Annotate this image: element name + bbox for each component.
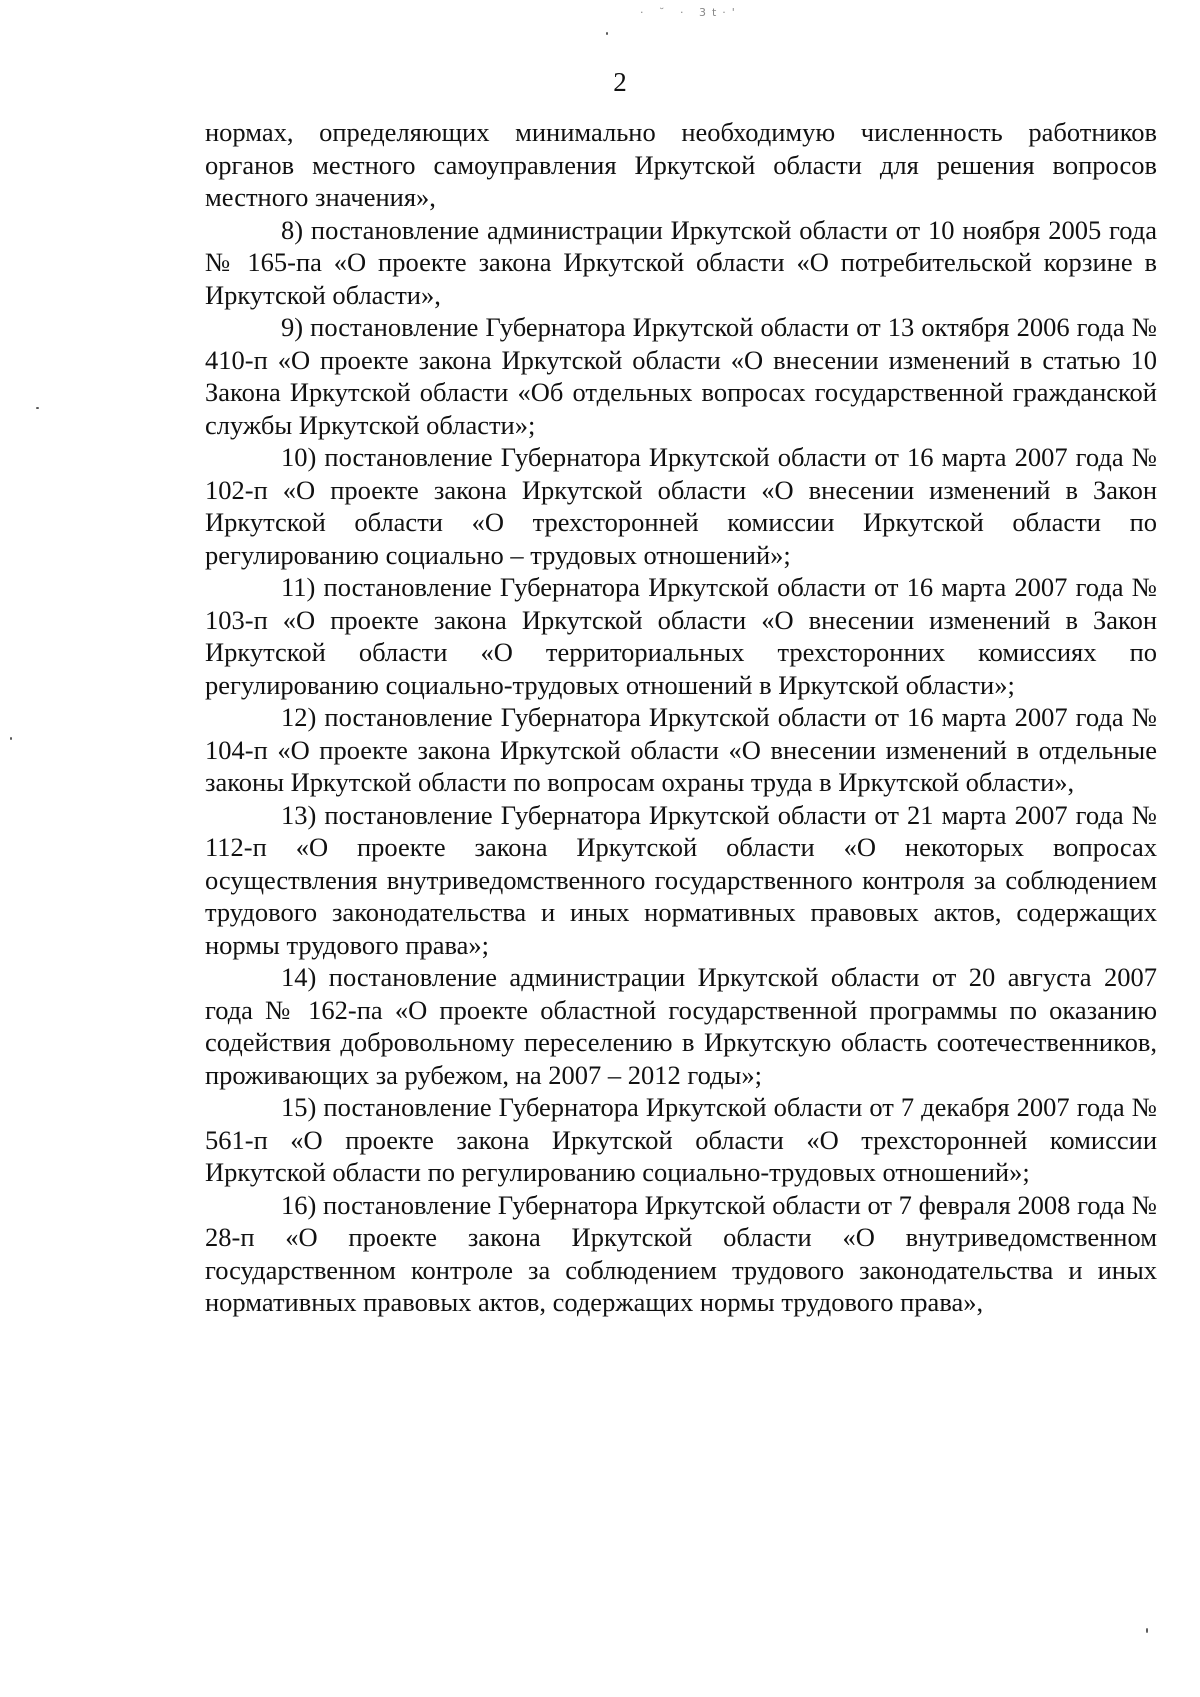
document-body bbox=[205, 116, 1157, 1319]
scan-speck bbox=[10, 737, 12, 740]
list-item-16: 16) постановление Губернатора Иркутской области от 7 февраля 2008 года № 28-п «О проекте закона Иркутской области «О внутриведомственном государственном контроле за соблюдением трудового законодательства и иных нормативных правовых актов, содержащих нормы трудового права», bbox=[205, 1189, 1157, 1317]
list-item-14: 14) постановление администрации Иркутской области от 20 августа 2007 года № 162-па «О проекте областной государственной программы по оказанию содействия добровольному переселению в Иркутскую область соотечественников, проживающих за рубежом, на 2007 – 2012 годы»; bbox=[205, 962, 1157, 1090]
scan-marks: · ˘ · 3t·' bbox=[640, 6, 741, 19]
list-item-8: 8) постановление администрации Иркутской области от 10 ноября 2005 года № 165-па «О проекте закона Иркутской области «О потребительской корзине в Иркутской области», bbox=[205, 214, 1157, 310]
list-item-13: 13) постановление Губернатора Иркутской области от 21 марта 2007 года № 112-п «О проекте закона Иркутской области «О некоторых вопросах осуществления внутриведомственного государственного контроля за соблюдением трудового законодательства и иных нормативных правовых актов, содержащих нормы трудового права»; bbox=[205, 799, 1157, 960]
scan-speck bbox=[1146, 1628, 1148, 1633]
list-item-9: 9) постановление Губернатора Иркутской области от 13 октября 2006 года № 410-п «О проекте закона Иркутской области «О внесении изменений в статью 10 Закона Иркутской области «Об отдельных вопросах государственной гражданской службы Иркутской области»; bbox=[205, 312, 1157, 440]
scan-speck bbox=[36, 407, 39, 409]
list-item-11: 11) постановление Губернатора Иркутской области от 16 марта 2007 года № 103-п «О проекте закона Иркутской области «О внесении изменений в Закон Иркутской области «О территориальных трехсторонних комиссиях по регулированию социально-трудовых отношений в Иркутской области»; bbox=[205, 572, 1157, 700]
scan-speck bbox=[606, 32, 608, 35]
list-item-10: 10) постановление Губернатора Иркутской области от 16 марта 2007 года № 102-п «О проекте закона Иркутской области «О внесении изменений в Закон Иркутской области «О трехсторонней комиссии Иркутской области по регулированию социально – трудовых отношений»; bbox=[205, 442, 1157, 570]
page-number: 2 bbox=[613, 67, 627, 97]
list-item-15: 15) постановление Губернатора Иркутской области от 7 декабря 2007 года № 561-п «О проекте закона Иркутской области «О трехсторонней комиссии Иркутской области по регулированию социально-трудовых отношений»; bbox=[205, 1092, 1157, 1187]
paragraph-continuation: нормах, определяющих минимально необходимую численность работников органов местного самоуправления Иркутской области для решения вопросов местного значения», bbox=[205, 117, 1157, 212]
list-item-12: 12) постановление Губернатора Иркутской области от 16 марта 2007 года № 104-п «О проекте закона Иркутской области «О внесении изменений в отдельные законы Иркутской области по вопросам охраны труда в Иркутской области», bbox=[205, 702, 1157, 797]
